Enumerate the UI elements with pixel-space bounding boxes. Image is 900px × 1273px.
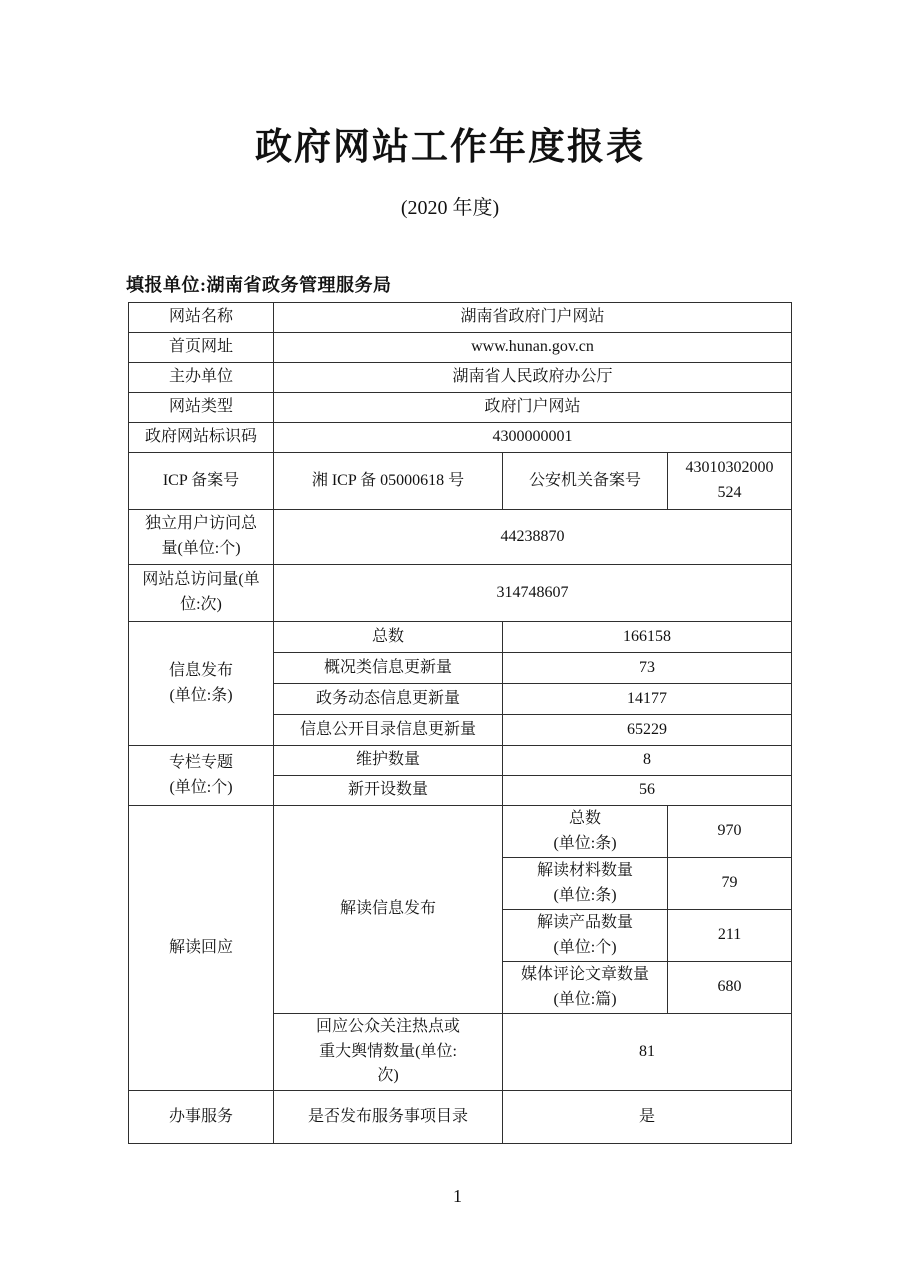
interpret-row-label: 解读材料数量 (单位:条) — [503, 858, 668, 910]
interpret-row-label: 总数 (单位:条) — [503, 806, 668, 858]
interpret-row-value: 680 — [668, 962, 792, 1014]
site-code-value: 4300000001 — [274, 423, 792, 453]
total-visits-value: 314748607 — [274, 565, 792, 622]
page-title: 政府网站工作年度报表 — [255, 126, 645, 167]
services-group-label: 办事服务 — [129, 1091, 274, 1144]
info-publish-row-label: 信息公开目录信息更新量 — [274, 715, 503, 746]
special-topics-row-label: 维护数量 — [274, 746, 503, 776]
info-publish-row-label: 政务动态信息更新量 — [274, 684, 503, 715]
table-row — [129, 423, 792, 453]
table-row — [129, 363, 792, 393]
organizer-label: 主办单位 — [129, 363, 274, 393]
table-row — [129, 565, 792, 622]
police-record-label: 公安机关备案号 — [503, 453, 668, 510]
info-publish-row-value: 73 — [503, 653, 792, 684]
total-visits-label: 网站总访问量(单位:次) — [129, 565, 274, 622]
special-topics-row-value: 56 — [503, 776, 792, 806]
info-publish-row-value: 14177 — [503, 684, 792, 715]
page-number: 1 — [453, 1186, 462, 1206]
annual-report-table — [128, 302, 792, 1144]
table-row — [129, 510, 792, 565]
icp-value: 湘 ICP 备 05000618 号 — [274, 453, 503, 510]
table-row — [129, 746, 792, 776]
reporting-unit: 填报单位:湖南省政务管理服务局 — [126, 275, 392, 295]
table-row — [129, 1091, 792, 1144]
icp-label: ICP 备案号 — [129, 453, 274, 510]
home-url-label: 首页网址 — [129, 333, 274, 363]
services-row-value: 是 — [503, 1091, 792, 1144]
info-publish-row-label: 概况类信息更新量 — [274, 653, 503, 684]
report-year-subtitle: (2020 年度) — [400, 197, 500, 219]
home-url-value: www.hunan.gov.cn — [274, 333, 792, 363]
table-row — [129, 453, 792, 510]
site-code-label: 政府网站标识码 — [129, 423, 274, 453]
interpret-publish-group-label: 解读信息发布 — [274, 806, 503, 1014]
info-publish-row-value: 166158 — [503, 622, 792, 653]
table-row — [129, 333, 792, 363]
table-row — [129, 303, 792, 333]
table-row — [129, 806, 792, 858]
services-row-label: 是否发布服务事项目录 — [274, 1091, 503, 1144]
interpret-response-group-label: 解读回应 — [129, 806, 274, 1091]
interpret-row-value: 79 — [668, 858, 792, 910]
unique-visitors-value: 44238870 — [274, 510, 792, 565]
site-type-value: 政府门户网站 — [274, 393, 792, 423]
unique-visitors-label: 独立用户访问总量(单位:个) — [129, 510, 274, 565]
site-name-value: 湖南省政府门户网站 — [274, 303, 792, 333]
interpret-row-value: 970 — [668, 806, 792, 858]
interpret-row-value: 211 — [668, 910, 792, 962]
hotspot-response-label: 回应公众关注热点或重大舆情数量(单位:次) — [274, 1014, 503, 1091]
table-row — [129, 393, 792, 423]
table-row — [129, 622, 792, 653]
interpret-row-label: 媒体评论文章数量 (单位:篇) — [503, 962, 668, 1014]
info-publish-row-label: 总数 — [274, 622, 503, 653]
special-topics-group-label: 专栏专题 (单位:个) — [129, 746, 274, 806]
special-topics-row-label: 新开设数量 — [274, 776, 503, 806]
hotspot-response-value: 81 — [503, 1014, 792, 1091]
special-topics-row-value: 8 — [503, 746, 792, 776]
police-record-number: 43010302000524 — [685, 459, 774, 501]
info-publish-row-value: 65229 — [503, 715, 792, 746]
police-record-value — [668, 453, 792, 510]
site-type-label: 网站类型 — [129, 393, 274, 423]
interpret-row-label: 解读产品数量 (单位:个) — [503, 910, 668, 962]
site-name-label: 网站名称 — [129, 303, 274, 333]
organizer-value: 湖南省人民政府办公厅 — [274, 363, 792, 393]
info-publish-group-label: 信息发布 (单位:条) — [129, 622, 274, 746]
